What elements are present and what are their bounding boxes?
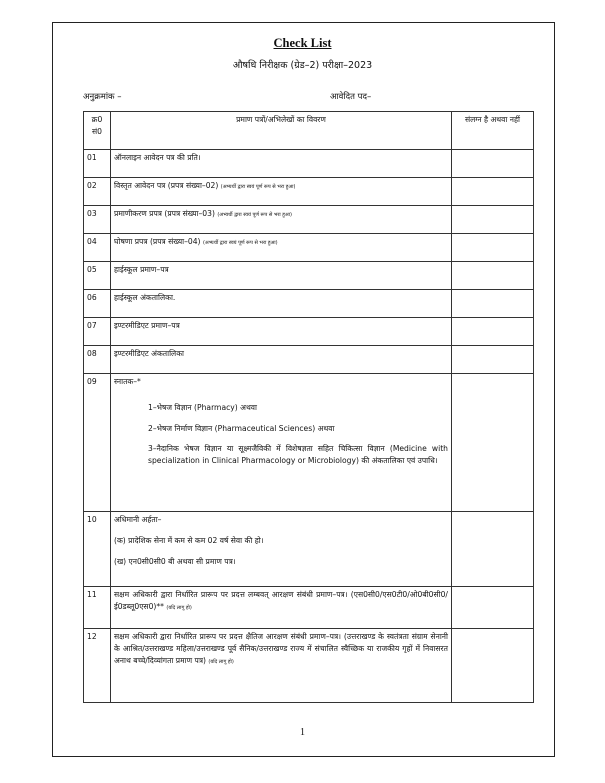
header-description: प्रमाण पत्रों/अभिलेखों का विवरण <box>111 112 452 150</box>
preference-item: (ख) एन0सी0सी0 बी अथवा सी प्रमाण पत्र। <box>114 556 236 566</box>
table-row <box>84 374 534 512</box>
degree-option: 2–भेषज निर्माण विज्ञान (Pharmaceutical Sciences) अथवा <box>148 423 335 433</box>
row-note: (अभ्यर्थी द्वारा स्वयं पूर्ण रूप से भरा हुआ) <box>202 240 278 246</box>
row-number: 10 <box>84 512 111 587</box>
checklist-table <box>83 111 534 703</box>
table-row <box>84 587 534 629</box>
table-header-row <box>84 112 534 150</box>
table-row <box>84 346 534 374</box>
row-number: 12 <box>84 629 111 703</box>
row-number: 11 <box>84 587 111 629</box>
row-number: 03 <box>84 206 111 234</box>
table-row <box>84 234 534 262</box>
row-description: इण्टरमीडिएट अंकतालिका <box>111 346 452 374</box>
attached-cell <box>452 234 534 262</box>
row-description: इण्टरमीडिएट प्रमाण–पत्र <box>111 318 452 346</box>
attached-cell <box>452 512 534 587</box>
roll-number-label: अनुक्रमांक – <box>83 92 122 102</box>
row-number: 05 <box>84 262 111 290</box>
attached-cell <box>452 346 534 374</box>
row-description: घोषणा प्रपत्र (प्रपत्र संख्या–04) (अभ्यर्थी द्वारा स्वयं पूर्ण रूप से भरा हुआ) <box>111 234 452 262</box>
table-row <box>84 318 534 346</box>
row-note: (यदि लागू हो) <box>208 658 234 665</box>
attached-cell <box>452 290 534 318</box>
degree-option: 1–भेषज विज्ञान (Pharmacy) अथवा <box>148 402 257 412</box>
row-note: (अभ्यर्थी द्वारा स्वयं पूर्ण रूप से भरा हुआ) <box>217 212 292 218</box>
exam-subtitle: औषधि निरीक्षक (ग्रेड–2) परीक्षा–2023 <box>232 60 373 71</box>
table-row <box>84 150 534 178</box>
row-number: 01 <box>84 150 111 178</box>
row-note: (यदि लागू हो) <box>166 604 192 611</box>
table-row <box>84 262 534 290</box>
table-row <box>84 178 534 206</box>
row-description: विस्तृत आवेदन पत्र (प्रपत्र संख्या–02) (अभ्यर्थी द्वारा स्वयं पूर्ण रूप से भरा हुआ) <box>111 178 452 206</box>
row-number: 02 <box>84 178 111 206</box>
attached-cell <box>452 262 534 290</box>
row-description: हाईस्कूल प्रमाण–पत्र <box>111 262 452 290</box>
attached-cell <box>452 178 534 206</box>
row-description: अधिमानी अर्हता– (क) प्रादेशिक सेना में कम से कम 02 वर्ष सेवा की हो। (ख) एन0सी0सी0 बी अथवा सी प्रमाण पत्र। <box>111 512 452 587</box>
attached-cell <box>452 374 534 512</box>
row-description: सक्षम अधिकारी द्वारा निर्धारित प्रारूप पर प्रदत्त क्षैतिज आरक्षण संबंधी प्रमाण–पत्र। (उत्तराखण्ड के स्वतंत्रता संग्राम सेनानी के आश्रित/उत्तराखण्ड महिला/उत्तराखण्ड पूर्व सैनिक/उत्तराखण्ड राज्य में संचालित स्वैच्छिक या राजकीय गृहों में निवासरत अनाथ बच्चे/दिव्यांगता प्रमाण पत्र) (यदि लागू हो) <box>111 629 452 703</box>
page-number: 1 <box>300 727 305 738</box>
row-description: सक्षम अधिकारी द्वारा निर्धारित प्रारूप पर प्रदत्त लम्बवत् आरक्षण संबंधी प्रमाण–पत्र। (एस0सी0/एस0टी0/ओ0बी0सी0/ई0डब्लू0एस0)** (यदि लागू हो) <box>111 587 452 629</box>
applied-post-label: आवेदित पद– <box>330 92 372 102</box>
table-row <box>84 629 534 703</box>
row-description: स्नातक–* 1–भेषज विज्ञान (Pharmacy) अथवा 2–भेषज निर्माण विज्ञान (Pharmaceutical Sciences) अथवा 3–नैदानिक भेषज विज्ञान या सूक्ष्मजैविकी में विशेषज्ञता सहित चिकित्सा विज्ञान (Medicine with specialization in Clinical Pharmacology or Microbiology) की अंकतालिका एवं उपाधि। <box>111 374 452 512</box>
row-description: ऑनलाइन आवेदन पत्र की प्रति। <box>111 150 452 178</box>
row-number: 09 <box>84 374 111 512</box>
header-attached: संलग्न है अथवा नहीं <box>452 112 534 150</box>
attached-cell <box>452 587 534 629</box>
table-row <box>84 206 534 234</box>
attached-cell <box>452 629 534 703</box>
row-number: 04 <box>84 234 111 262</box>
row-number: 08 <box>84 346 111 374</box>
row-note: (अभ्यर्थी द्वारा स्वयं पूर्ण रूप से भरा हुआ) <box>220 184 296 190</box>
row-description: प्रमाणीकरण प्रपत्र (प्रपत्र संख्या–03) (अभ्यर्थी द्वारा स्वयं पूर्ण रूप से भरा हुआ) <box>111 206 452 234</box>
document-title: Check List <box>273 36 332 50</box>
degree-option: 3–नैदानिक भेषज विज्ञान या सूक्ष्मजैविकी में विशेषज्ञता सहित चिकित्सा विज्ञान (Medicine with specialization in Clinical Pharmacology or Microbiology) की अंकतालिका एवं उपाधि। <box>148 444 448 466</box>
attached-cell <box>452 206 534 234</box>
header-sno: क्र0 सं0 <box>84 112 111 150</box>
row-number: 07 <box>84 318 111 346</box>
row-number: 06 <box>84 290 111 318</box>
preference-item: (क) प्रादेशिक सेना में कम से कम 02 वर्ष सेवा की हो। <box>114 535 264 545</box>
table-row <box>84 290 534 318</box>
row-description: हाईस्कूल अंकतालिका. <box>111 290 452 318</box>
table-row <box>84 512 534 587</box>
attached-cell <box>452 318 534 346</box>
attached-cell <box>452 150 534 178</box>
